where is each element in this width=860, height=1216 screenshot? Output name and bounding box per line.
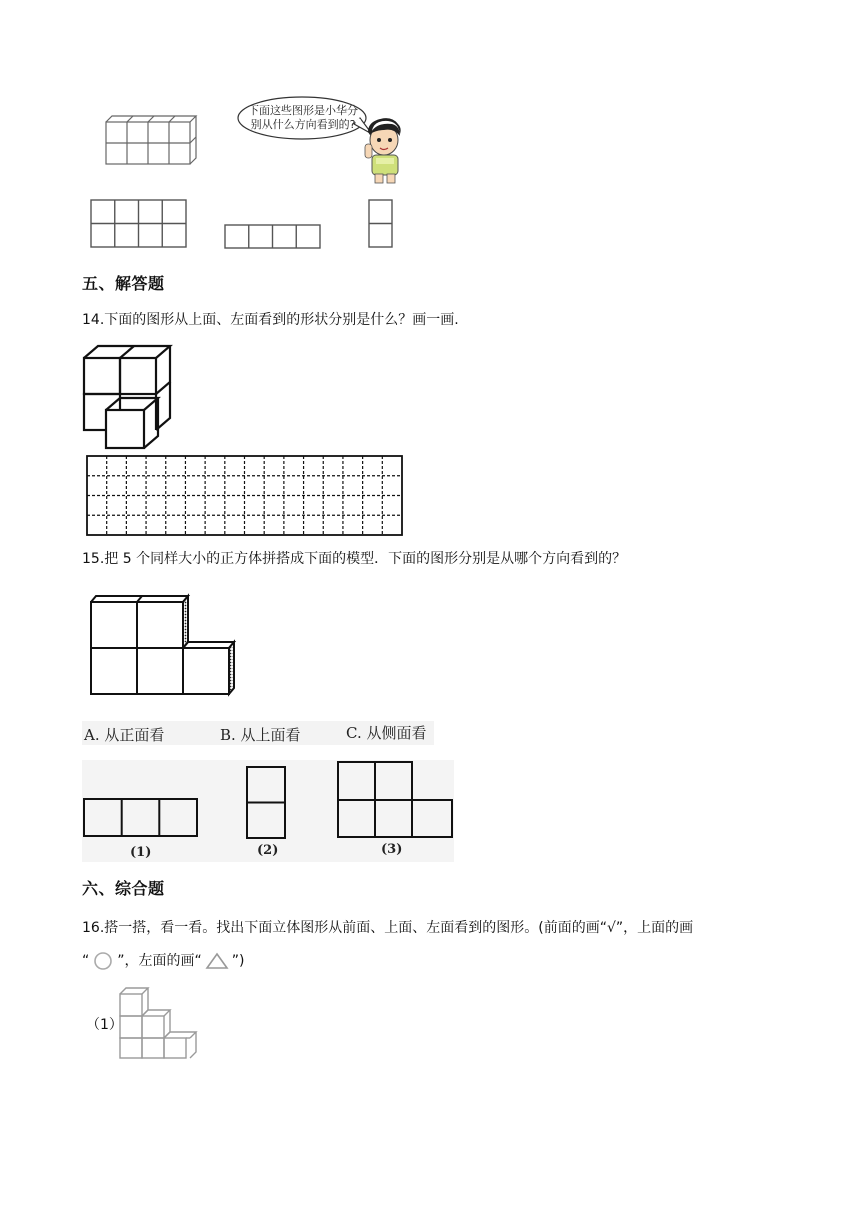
triangle-symbol-icon: [205, 951, 229, 971]
q16-cube-stack-figure: [118, 986, 202, 1060]
q15-view-3-grid: [337, 761, 455, 839]
option-a-label: A. 从正面看: [84, 726, 165, 744]
option-c-label: C. 从侧面看: [346, 724, 427, 742]
q14-answer-grid: [86, 455, 404, 537]
speech-line-1: 下面这些图形是小华分: [248, 104, 358, 117]
q15-view-2-grid: [246, 766, 288, 840]
q16-left-prefix: ”，左面的画“: [117, 953, 202, 969]
question-15-text: 15.把 5 个同样大小的正方体拼搭成下面的模型．下面的图形分别是从哪个方向看到的？: [82, 551, 627, 567]
view-grid-4x2: [90, 199, 188, 249]
q16-quote-open: “: [82, 953, 90, 969]
q14-cube-figure: [82, 344, 178, 450]
speech-bubble-text: [244, 104, 362, 132]
circle-symbol-icon: [92, 951, 114, 971]
question-14-text: 14.下面的图形从上面、左面看到的形状分别是什么？画一画.: [82, 312, 459, 328]
cuboid-3d-figure: [104, 114, 196, 166]
question-16-line-2: [82, 951, 245, 971]
section-heading-6: 六、综合题: [82, 879, 165, 898]
section-heading-5: 五、解答题: [82, 274, 165, 293]
view-2-label: (2): [257, 843, 279, 858]
q15-model-figure: [88, 592, 248, 696]
question-16-line-1: 16.搭一搭，看一看。找出下面立体图形从前面、上面、左面看到的图形。(前面的画“√”，上面的画: [82, 920, 694, 936]
q16-sub-label: （1）: [86, 1017, 123, 1033]
view-grid-4x1: [224, 224, 322, 250]
view-1-label: (1): [130, 845, 152, 860]
option-b-label: B. 从上面看: [220, 726, 301, 744]
view-grid-1x2: [368, 199, 394, 249]
q15-options-strip: [82, 721, 434, 745]
speech-line-2: 别从什么方向看到的?: [250, 118, 356, 131]
view-3-label: (3): [381, 842, 403, 857]
q16-quote-close: ”): [231, 953, 245, 969]
boy-cartoon-icon: [362, 118, 408, 184]
q15-view-1-grid: [83, 798, 199, 838]
